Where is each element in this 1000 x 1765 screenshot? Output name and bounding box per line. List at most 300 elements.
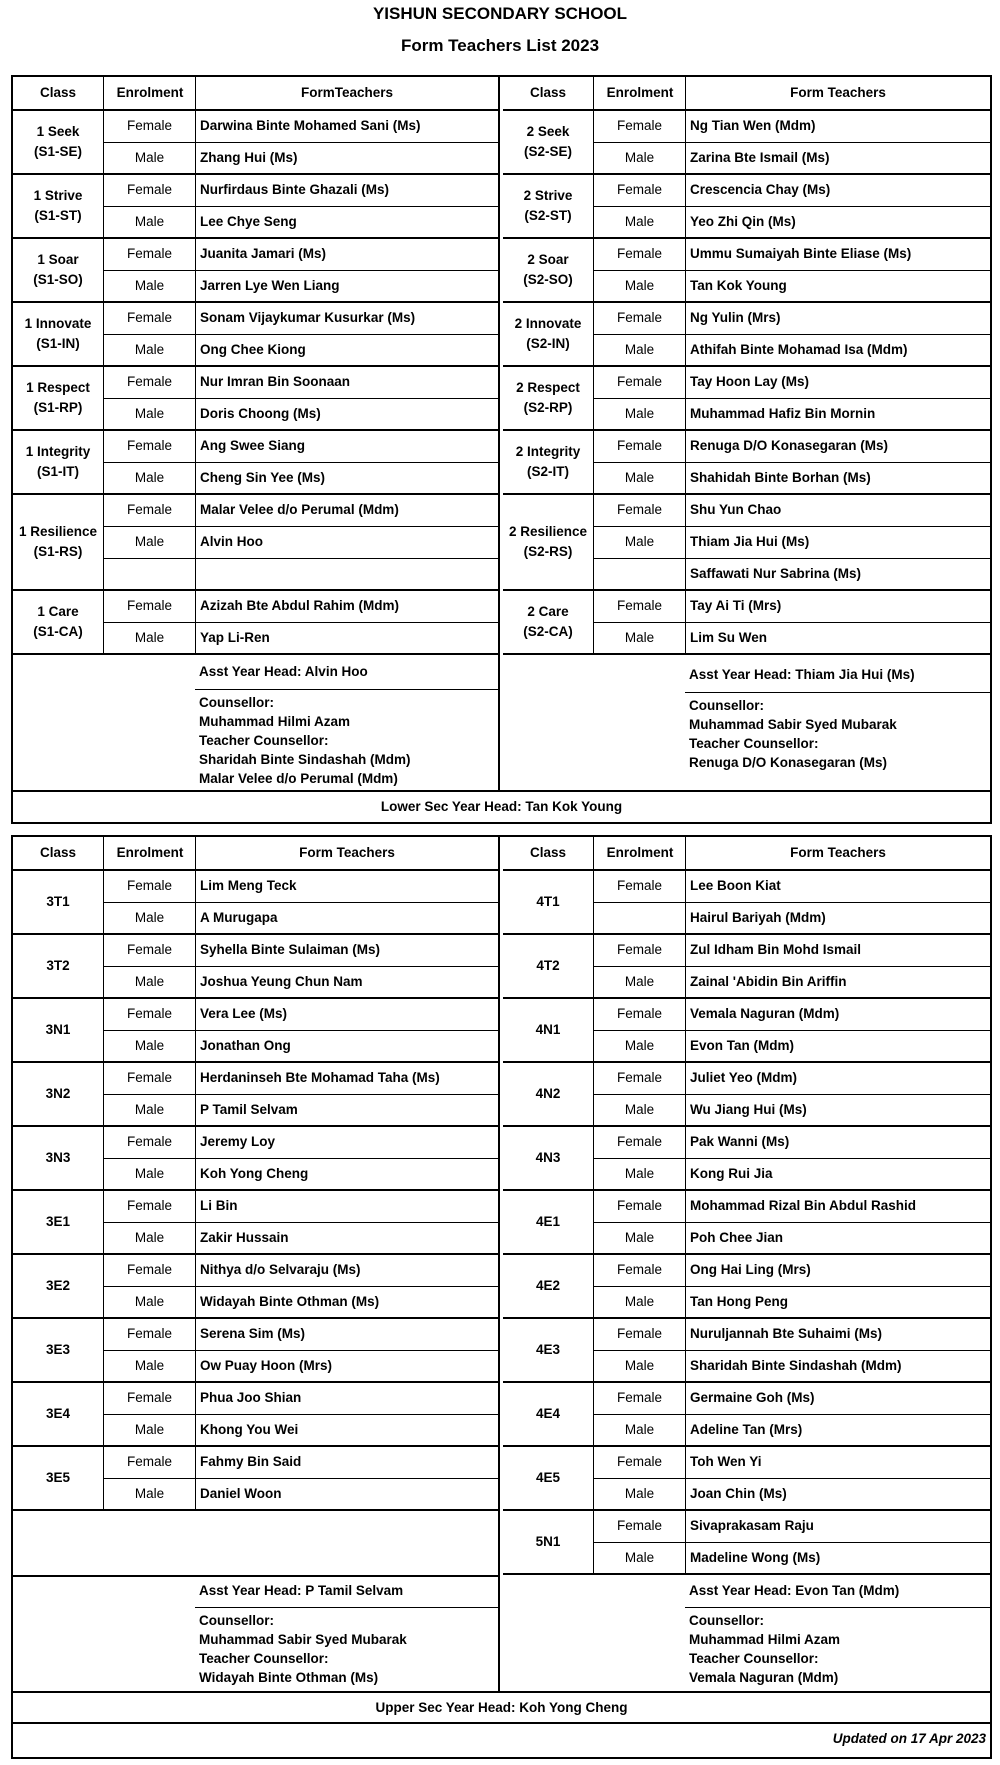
counsellor-label: Counsellor:	[689, 1613, 765, 1628]
counsellor-label: Counsellor:	[199, 1613, 275, 1628]
form-teacher-cell: Koh Yong Cheng	[195, 1159, 498, 1191]
table-row	[13, 871, 498, 903]
enrolment-cell	[103, 559, 195, 591]
table-row	[13, 1223, 498, 1255]
form-teacher-cell: Pak Wanni (Ms)	[685, 1127, 990, 1159]
form-teacher-cell: Tan Kok Young	[685, 271, 990, 303]
enrolment-cell: Male	[593, 1287, 685, 1319]
form-teacher-cell: Tay Hoon Lay (Ms)	[685, 367, 990, 399]
table-row	[503, 303, 990, 335]
table-row	[503, 1063, 990, 1095]
form-teacher-cell: Poh Chee Jian	[685, 1223, 990, 1255]
enrolment-cell: Male	[593, 1031, 685, 1063]
table-row	[503, 527, 990, 559]
table-row	[503, 1447, 990, 1479]
form-teacher-cell: Ow Puay Hoon (Mrs)	[195, 1351, 498, 1383]
class-name: 2 Soar	[527, 252, 569, 267]
form-teacher-cell: Zarina Bte Ismail (Ms)	[685, 143, 990, 175]
form-teacher-cell: Syhella Binte Sulaiman (Ms)	[195, 935, 498, 967]
class-name: 3N1	[45, 1022, 71, 1037]
form-teacher-cell: Serena Sim (Ms)	[195, 1319, 498, 1351]
enrolment-cell: Male	[593, 335, 685, 367]
enrolment-cell: Male	[103, 271, 195, 303]
table-row	[13, 271, 498, 303]
class-name: 4T2	[536, 958, 560, 973]
class-name: 4N2	[535, 1086, 561, 1101]
table-row	[503, 1479, 990, 1511]
enrolment-cell: Male	[593, 623, 685, 655]
form-teacher-cell: Zainal 'Abidin Bin Ariffin	[685, 967, 990, 999]
enrolment-cell: Male	[593, 1351, 685, 1383]
form-teacher-cell: Renuga D/O Konasegaran (Ms)	[685, 431, 990, 463]
header-form-teachers: Form Teachers	[685, 837, 990, 869]
class-name: 4E4	[535, 1406, 561, 1421]
table-row	[13, 431, 498, 463]
class-name: 3E4	[45, 1406, 71, 1421]
school-name: YISHUN SECONDARY SCHOOL	[372, 4, 628, 23]
class-name: 4N3	[535, 1150, 561, 1165]
sec45-table	[503, 837, 990, 1691]
table-row	[503, 111, 990, 143]
class-code: (S1-IT)	[37, 464, 79, 479]
table-row	[503, 623, 990, 655]
table-row	[13, 623, 498, 655]
empty-row	[13, 1511, 498, 1577]
class-code: (S1-SO)	[33, 272, 83, 287]
class-name: 1 Innovate	[24, 316, 92, 331]
table-row	[13, 1383, 498, 1415]
class-code: (S2-RS)	[523, 544, 573, 559]
form-teacher-cell: Jeremy Loy	[195, 1127, 498, 1159]
enrolment-cell: Female	[103, 303, 195, 335]
enrolment-cell: Female	[593, 999, 685, 1031]
enrolment-cell: Female	[593, 431, 685, 463]
enrolment-cell: Male	[593, 527, 685, 559]
teacher-counsellor-name: Malar Velee d/o Perumal (Mdm)	[199, 771, 398, 786]
table-row	[13, 1319, 498, 1351]
header-class: Class	[529, 85, 567, 100]
class-name: 3E5	[45, 1470, 71, 1485]
form-teacher-cell: Wu Jiang Hui (Ms)	[685, 1095, 990, 1127]
table-row	[13, 303, 498, 335]
counsellor-label: Counsellor:	[689, 698, 765, 713]
form-teacher-cell: Mohammad Rizal Bin Abdul Rashid	[685, 1191, 990, 1223]
table-row	[503, 1351, 990, 1383]
enrolment-cell: Male	[103, 463, 195, 495]
enrolment-cell: Male	[103, 623, 195, 655]
table-row	[503, 1223, 990, 1255]
header-row	[503, 837, 990, 871]
table-row	[503, 1543, 990, 1575]
class-name: 3T2	[46, 958, 70, 973]
class-name: 2 Respect	[516, 380, 580, 395]
class-code: (S2-ST)	[524, 208, 572, 223]
table-row	[13, 111, 498, 143]
enrolment-cell: Female	[103, 591, 195, 623]
form-teacher-cell: Lee Boon Kiat	[685, 871, 990, 903]
table-row	[13, 527, 498, 559]
class-name: 1 Resilience	[18, 524, 98, 539]
table-row	[503, 871, 990, 903]
enrolment-cell: Female	[593, 303, 685, 335]
form-teacher-cell: Li Bin	[195, 1191, 498, 1223]
form-teacher-cell: Juanita Jamari (Ms)	[195, 239, 498, 271]
header-class: Class	[529, 845, 567, 860]
class-name: 2 Seek	[526, 124, 570, 139]
table-row	[13, 239, 498, 271]
counsellor-block	[199, 1611, 498, 1687]
table-row	[503, 239, 990, 271]
form-teacher-cell: Ng Yulin (Mrs)	[685, 303, 990, 335]
teacher-counsellor-name: Vemala Naguran (Mdm)	[689, 1670, 839, 1685]
class-code: (S2-RP)	[523, 400, 573, 415]
table-row	[503, 367, 990, 399]
table-row	[503, 1511, 990, 1543]
class-code: (S1-CA)	[33, 624, 83, 639]
enrolment-cell: Male	[103, 143, 195, 175]
table-row	[13, 207, 498, 239]
table-row	[503, 143, 990, 175]
enrolment-cell: Female	[103, 367, 195, 399]
form-teacher-cell: Jonathan Ong	[195, 1031, 498, 1063]
enrolment-cell	[593, 903, 685, 935]
table-row	[503, 1415, 990, 1447]
enrolment-cell: Male	[593, 1159, 685, 1191]
form-teacher-cell: Zakir Hussain	[195, 1223, 498, 1255]
enrolment-cell: Male	[593, 207, 685, 239]
enrolment-cell: Female	[103, 1319, 195, 1351]
header-enrolment: Enrolment	[103, 77, 196, 109]
class-name: 2 Innovate	[514, 316, 582, 331]
form-teacher-cell: Juliet Yeo (Mdm)	[685, 1063, 990, 1095]
table-row	[503, 1191, 990, 1223]
class-code: (S2-SE)	[523, 144, 572, 159]
enrolment-cell: Female	[593, 367, 685, 399]
header-row	[503, 77, 990, 111]
class-code: (S1-SE)	[33, 144, 82, 159]
header-class: Class	[39, 85, 77, 100]
table-row	[13, 399, 498, 431]
form-teacher-cell: Nuruljannah Bte Suhaimi (Ms)	[685, 1319, 990, 1351]
form-teacher-cell: Kong Rui Jia	[685, 1159, 990, 1191]
asst-year-head: Asst Year Head: P Tamil Selvam	[195, 1575, 498, 1608]
class-name: 4N1	[535, 1022, 561, 1037]
table-row	[503, 935, 990, 967]
form-teacher-cell: Muhammad Hafiz Bin Mornin	[685, 399, 990, 431]
form-teacher-cell: Athifah Binte Mohamad Isa (Mdm)	[685, 335, 990, 367]
table-row	[503, 1383, 990, 1415]
form-teacher-cell: Sharidah Binte Sindashah (Mdm)	[685, 1351, 990, 1383]
enrolment-cell: Male	[593, 967, 685, 999]
class-code: (S2-SO)	[523, 272, 573, 287]
table-row	[13, 1287, 498, 1319]
enrolment-cell: Female	[103, 431, 195, 463]
form-teacher-cell: Zhang Hui (Ms)	[195, 143, 498, 175]
lower-sec-table	[11, 75, 992, 792]
table-row	[503, 1287, 990, 1319]
form-teacher-cell: Daniel Woon	[195, 1479, 498, 1511]
enrolment-cell: Male	[103, 1415, 195, 1447]
header-form-teachers: FormTeachers	[195, 77, 498, 109]
table-row	[503, 1031, 990, 1063]
form-teacher-cell: Tan Hong Peng	[685, 1287, 990, 1319]
table-row	[503, 207, 990, 239]
table-row	[13, 1351, 498, 1383]
class-code: (S1-RS)	[33, 544, 83, 559]
teacher-counsellor-name: Widayah Binte Othman (Ms)	[199, 1670, 379, 1685]
asst-year-head: Asst Year Head: Thiam Jia Hui (Ms)	[685, 658, 990, 693]
enrolment-cell: Male	[103, 1223, 195, 1255]
form-teacher-cell: Cheng Sin Yee (Ms)	[195, 463, 498, 495]
form-teacher-cell: Jarren Lye Wen Liang	[195, 271, 498, 303]
enrolment-cell: Female	[593, 1511, 685, 1543]
enrolment-cell: Female	[593, 1319, 685, 1351]
class-name: 3E1	[45, 1214, 71, 1229]
sec3-table	[13, 837, 500, 1691]
table-row	[13, 175, 498, 207]
table-row	[13, 1415, 498, 1447]
form-teacher-cell: Shu Yun Chao	[685, 495, 990, 527]
table-row	[503, 399, 990, 431]
enrolment-cell: Male	[103, 1031, 195, 1063]
counsellor-block	[689, 1611, 990, 1687]
form-teacher-cell: Crescencia Chay (Ms)	[685, 175, 990, 207]
table-row	[503, 495, 990, 527]
table-row	[503, 999, 990, 1031]
class-name: 5N1	[535, 1534, 561, 1549]
class-name: 4E5	[535, 1470, 561, 1485]
enrolment-cell: Female	[593, 871, 685, 903]
form-teacher-cell: Saffawati Nur Sabrina (Ms)	[685, 559, 990, 591]
enrolment-cell: Female	[103, 1447, 195, 1479]
class-name: 4E1	[535, 1214, 561, 1229]
table-row	[13, 1159, 498, 1191]
table-row	[503, 1255, 990, 1287]
teacher-counsellor-name: Sharidah Binte Sindashah (Mdm)	[199, 752, 411, 767]
class-name: 2 Care	[527, 604, 569, 619]
enrolment-cell: Female	[103, 1191, 195, 1223]
counsellor-block	[199, 693, 498, 788]
class-name: 3E2	[45, 1278, 71, 1293]
class-name: 3N2	[45, 1086, 71, 1101]
class-name: 1 Strive	[33, 188, 83, 203]
form-teacher-cell: Vera Lee (Ms)	[195, 999, 498, 1031]
list-title: Form Teachers List 2023	[400, 36, 600, 55]
enrolment-cell: Male	[593, 271, 685, 303]
enrolment-cell: Male	[103, 1479, 195, 1511]
enrolment-cell: Female	[103, 175, 195, 207]
table-row	[13, 367, 498, 399]
class-code: (S2-IT)	[527, 464, 569, 479]
asst-year-head: Asst Year Head: Evon Tan (Mdm)	[685, 1575, 990, 1608]
form-teacher-cell: Alvin Hoo	[195, 527, 498, 559]
enrolment-cell: Male	[593, 399, 685, 431]
class-name: 3E3	[45, 1342, 71, 1357]
form-teacher-cell: Sivaprakasam Raju	[685, 1511, 990, 1543]
enrolment-cell: Male	[103, 1287, 195, 1319]
form-teacher-cell	[195, 559, 498, 591]
form-teacher-cell: Nur Imran Bin Soonaan	[195, 367, 498, 399]
upper-sec-year-head: Upper Sec Year Head: Koh Yong Cheng	[11, 1691, 992, 1724]
form-teacher-cell: Thiam Jia Hui (Ms)	[685, 527, 990, 559]
form-teacher-cell: Hairul Bariyah (Mdm)	[685, 903, 990, 935]
table-row	[503, 559, 990, 591]
table-row	[13, 463, 498, 495]
header-row	[13, 837, 498, 871]
enrolment-cell: Male	[593, 1223, 685, 1255]
form-teacher-cell: Zul Idham Bin Mohd Ismail	[685, 935, 990, 967]
class-name: 3T1	[46, 894, 70, 909]
counsellor-label: Counsellor:	[199, 695, 275, 710]
enrolment-cell: Male	[593, 1415, 685, 1447]
enrolment-cell: Female	[103, 495, 195, 527]
table-row	[503, 591, 990, 623]
class-name: 4E2	[535, 1278, 561, 1293]
enrolment-cell: Male	[593, 143, 685, 175]
lower-sec-year-head: Lower Sec Year Head: Tan Kok Young	[11, 790, 992, 824]
table-row	[503, 271, 990, 303]
form-teacher-cell: Ng Tian Wen (Mdm)	[685, 111, 990, 143]
table-row	[503, 431, 990, 463]
enrolment-cell: Female	[593, 1255, 685, 1287]
enrolment-cell: Male	[103, 967, 195, 999]
form-teacher-cell: Phua Joo Shian	[195, 1383, 498, 1415]
table-row	[13, 591, 498, 623]
enrolment-cell: Female	[593, 1383, 685, 1415]
enrolment-cell: Female	[593, 1447, 685, 1479]
table-row	[13, 903, 498, 935]
class-name: 4E3	[535, 1342, 561, 1357]
teacher-counsellor-label: Teacher Counsellor:	[199, 1651, 329, 1666]
class-code: (S2-IN)	[526, 336, 570, 351]
table-row	[503, 967, 990, 999]
sec2-table	[503, 77, 990, 790]
form-teacher-cell: Shahidah Binte Borhan (Ms)	[685, 463, 990, 495]
counsellor-name: Muhammad Hilmi Azam	[199, 714, 351, 729]
class-name: 1 Care	[37, 604, 79, 619]
form-teacher-cell: Ang Swee Siang	[195, 431, 498, 463]
form-teacher-cell: Tay Ai Ti (Mrs)	[685, 591, 990, 623]
form-teacher-cell: Doris Choong (Ms)	[195, 399, 498, 431]
class-name: 2 Integrity	[515, 444, 581, 459]
table-row	[13, 999, 498, 1031]
form-teacher-cell: Khong You Wei	[195, 1415, 498, 1447]
form-teacher-cell: Madeline Wong (Ms)	[685, 1543, 990, 1575]
header-enrolment: Enrolment	[593, 77, 686, 109]
table-row	[13, 559, 498, 591]
form-teacher-cell: Herdaninseh Bte Mohamad Taha (Ms)	[195, 1063, 498, 1095]
enrolment-cell: Female	[103, 1127, 195, 1159]
class-name: 3N3	[45, 1150, 71, 1165]
enrolment-cell: Female	[593, 239, 685, 271]
form-teacher-cell: Vemala Naguran (Mdm)	[685, 999, 990, 1031]
sec1-table	[13, 77, 500, 790]
header-class: Class	[39, 845, 77, 860]
class-name: 1 Respect	[26, 380, 90, 395]
class-name: 1 Seek	[36, 124, 80, 139]
class-name: 2 Strive	[523, 188, 573, 203]
table-row	[13, 143, 498, 175]
enrolment-cell: Female	[593, 1063, 685, 1095]
enrolment-cell: Male	[103, 1095, 195, 1127]
class-name: 1 Soar	[37, 252, 79, 267]
table-row	[13, 1063, 498, 1095]
enrolment-cell: Male	[103, 335, 195, 367]
table-row	[503, 1127, 990, 1159]
class-name: 1 Integrity	[25, 444, 91, 459]
table-row	[503, 335, 990, 367]
form-teacher-cell: Toh Wen Yi	[685, 1447, 990, 1479]
enrolment-cell: Male	[103, 1351, 195, 1383]
header-form-teachers: Form Teachers	[195, 837, 498, 869]
form-teacher-cell: Lim Meng Teck	[195, 871, 498, 903]
form-teacher-cell: Azizah Bte Abdul Rahim (Mdm)	[195, 591, 498, 623]
enrolment-cell: Female	[103, 111, 195, 143]
header-enrolment: Enrolment	[593, 837, 686, 869]
table-row	[13, 335, 498, 367]
form-teacher-cell: Lee Chye Seng	[195, 207, 498, 239]
header-enrolment: Enrolment	[103, 837, 196, 869]
teacher-counsellor-label: Teacher Counsellor:	[689, 736, 819, 751]
enrolment-cell: Female	[103, 1063, 195, 1095]
form-teacher-cell: Yap Li-Ren	[195, 623, 498, 655]
enrolment-cell: Female	[103, 871, 195, 903]
table-row	[13, 1447, 498, 1479]
enrolment-cell: Male	[593, 463, 685, 495]
enrolment-cell: Female	[593, 935, 685, 967]
form-teacher-cell: Darwina Binte Mohamed Sani (Ms)	[195, 111, 498, 143]
table-row	[13, 495, 498, 527]
table-row	[13, 1095, 498, 1127]
updated-date: Updated on 17 Apr 2023	[832, 1731, 986, 1746]
enrolment-cell: Male	[103, 207, 195, 239]
header-form-teachers: Form Teachers	[685, 77, 990, 109]
enrolment-cell: Male	[593, 1095, 685, 1127]
class-code: (S1-RP)	[33, 400, 83, 415]
class-code: (S2-CA)	[523, 624, 573, 639]
enrolment-cell: Female	[103, 1255, 195, 1287]
enrolment-cell: Male	[103, 527, 195, 559]
form-teacher-cell: Ong Chee Kiong	[195, 335, 498, 367]
enrolment-cell: Female	[103, 935, 195, 967]
form-teacher-cell: Ong Hai Ling (Mrs)	[685, 1255, 990, 1287]
table-row	[503, 1095, 990, 1127]
table-row	[13, 1255, 498, 1287]
class-name: 4T1	[536, 894, 560, 909]
enrolment-cell: Female	[593, 495, 685, 527]
header-row	[13, 77, 498, 111]
counsellor-name: Muhammad Sabir Syed Mubarak	[199, 1632, 407, 1647]
form-teacher-cell: Nithya d/o Selvaraju (Ms)	[195, 1255, 498, 1287]
class-code: (S1-ST)	[34, 208, 82, 223]
class-name: 2 Resilience	[508, 524, 588, 539]
enrolment-cell: Female	[103, 999, 195, 1031]
form-teacher-cell: Fahmy Bin Said	[195, 1447, 498, 1479]
table-row	[13, 1479, 498, 1511]
form-teacher-cell: P Tamil Selvam	[195, 1095, 498, 1127]
table-row	[13, 1031, 498, 1063]
counsellor-name: Muhammad Sabir Syed Mubarak	[689, 717, 897, 732]
enrolment-cell: Male	[593, 1479, 685, 1511]
table-row	[13, 935, 498, 967]
enrolment-cell: Female	[593, 111, 685, 143]
enrolment-cell: Female	[593, 175, 685, 207]
form-teacher-cell: Lim Su Wen	[685, 623, 990, 655]
enrolment-cell	[593, 559, 685, 591]
form-teacher-cell: A Murugapa	[195, 903, 498, 935]
enrolment-cell: Male	[593, 1543, 685, 1575]
enrolment-cell: Male	[103, 399, 195, 431]
